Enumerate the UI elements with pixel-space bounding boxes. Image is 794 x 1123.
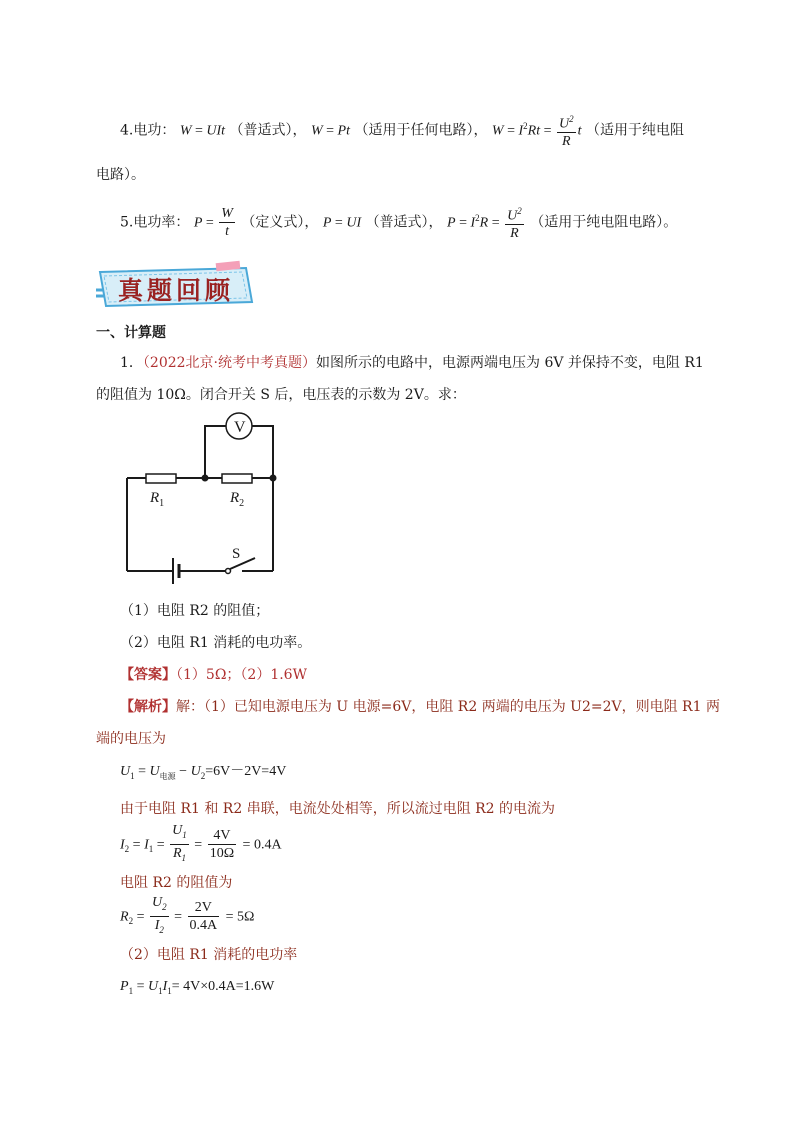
r2-label: $R_2$ xyxy=(230,490,245,509)
formula-5-fraction-u2r: $\frac{U^2}{R}$ xyxy=(505,203,524,243)
banner-title: 真题回顾 xyxy=(118,276,235,305)
formula-5-note3: （适用于纯电阻电路）。 xyxy=(530,214,678,231)
analysis-line-1 xyxy=(120,696,720,716)
problem-line-1 xyxy=(120,352,704,372)
formula-4-note2: （适用于任何电路）， xyxy=(354,122,488,139)
formula-5-note1: （定义式）， xyxy=(241,214,319,231)
eq2-denominator: 10Ω xyxy=(209,845,235,861)
eq3-result: = 5Ω xyxy=(225,909,255,925)
formula-4-note1: （普适式）， xyxy=(229,122,307,139)
answer-text: （1）5Ω；（2）1.6W xyxy=(176,667,307,683)
resistor-r2 xyxy=(222,474,252,483)
switch-label: S xyxy=(232,546,241,562)
eq3-numerator: 2V xyxy=(188,899,220,917)
problem-number: 1． xyxy=(120,355,143,371)
formula-5-prefix: 5.电功率： xyxy=(120,214,190,231)
formula-4-w-pt: W xyxy=(310,123,323,139)
analysis-line-5: （2）电阻 R1 消耗的电功率 xyxy=(120,947,298,963)
junction-left xyxy=(202,475,209,482)
voltmeter-label: V xyxy=(234,419,246,436)
eq3-denominator: 0.4A xyxy=(189,917,218,933)
resistor-r1 xyxy=(146,474,176,483)
analysis-line-3: 由于电阻 R1 和 R2 串联，电流处处相等，所以流过电阻 R2 的电流为 xyxy=(120,801,556,817)
switch-contact xyxy=(226,569,231,574)
problem-text-1: 如图所示的电路中，电源两端电压为 6V 并保持不变，电阻 R1 xyxy=(316,355,704,371)
problem-line-2: 的阻值为 10Ω。闭合开关 S 后，电压表的示数为 2V。求： xyxy=(96,387,466,403)
formula-4-w-i2rt: W xyxy=(491,123,504,139)
equation-current: $I_2 = I_1$ = $\frac{U_1}{R_1}$ = $\frac{4V}{10\Omega}$ = 0.4A xyxy=(120,823,282,863)
junction-right xyxy=(270,475,277,482)
question-1: （1）电阻 R2 的阻值； xyxy=(120,603,270,619)
equation-power-rest: = 4V×0.4A=1.6W xyxy=(171,979,275,994)
analysis-text-1: 解：（1）已知电源电压为 U 电源=6V，电阻 R2 两端的电压为 U2=2V，则电阻 R1 两 xyxy=(176,699,720,715)
problem-source: （2022北京·统考中考真题） xyxy=(142,355,317,371)
formula-4-w-uit: W xyxy=(179,123,192,139)
question-2: （2）电阻 R1 消耗的电功率。 xyxy=(120,635,312,651)
equation-power: $P_1 = U_1I_1= 4V\times 0.4A=1.6W$ xyxy=(120,979,275,996)
section-banner xyxy=(96,260,256,310)
equation-u1: $U_1 = U_{电源} - U_2=6V-2V=4V$ xyxy=(120,764,287,781)
analysis-label: 【解析】 xyxy=(120,699,176,715)
section-heading: 一、计算题 xyxy=(96,325,166,341)
equation-resistance: $R_2$ = $\frac{U_2}{I_2}$ = $\frac{2V}{0.4A}$ = 5Ω xyxy=(120,895,255,935)
eq2-result: = 0.4A xyxy=(242,837,282,853)
answer-line xyxy=(120,664,307,684)
eq2-numerator: 4V xyxy=(208,827,236,845)
analysis-line-4: 电阻 R2 的阻值为 xyxy=(120,875,233,891)
formula-5-note2: （普适式）， xyxy=(365,214,443,231)
formula-4-continuation: 电路）。 xyxy=(96,167,145,183)
answer-label: 【答案】 xyxy=(120,667,176,683)
analysis-line-2: 端的电压为 xyxy=(96,731,166,747)
circuit-diagram xyxy=(118,408,298,588)
formula-4-prefix: 4.电功： xyxy=(120,122,176,139)
u-source-subscript: 电源 xyxy=(159,771,176,781)
formula-4-note3: （适用于纯电阻 xyxy=(585,122,684,139)
formula-5-fraction-wt: $\frac{W}{t}$ xyxy=(221,206,233,240)
formula-4-fraction: $\frac{U^2}{R}$ xyxy=(557,111,576,151)
formula-4-line: 4.电功： W = UIt （普适式）， W = Pt （适用于任何电路）， $W = I^2Rt$ = $\frac{U^2}{R}$ t （适用于纯电阻 xyxy=(120,106,684,146)
formula-5-line: 5.电功率： P = $\frac{W}{t}$ （定义式）， P = UI （普适式）， $P = I^2R$ = $\frac{U^2}{R}$ （适用于纯电阻电路）。 xyxy=(120,198,677,238)
r1-label: $R_1$ xyxy=(150,490,165,509)
equation-u1-rest: =6V－2V=4V xyxy=(205,764,287,779)
